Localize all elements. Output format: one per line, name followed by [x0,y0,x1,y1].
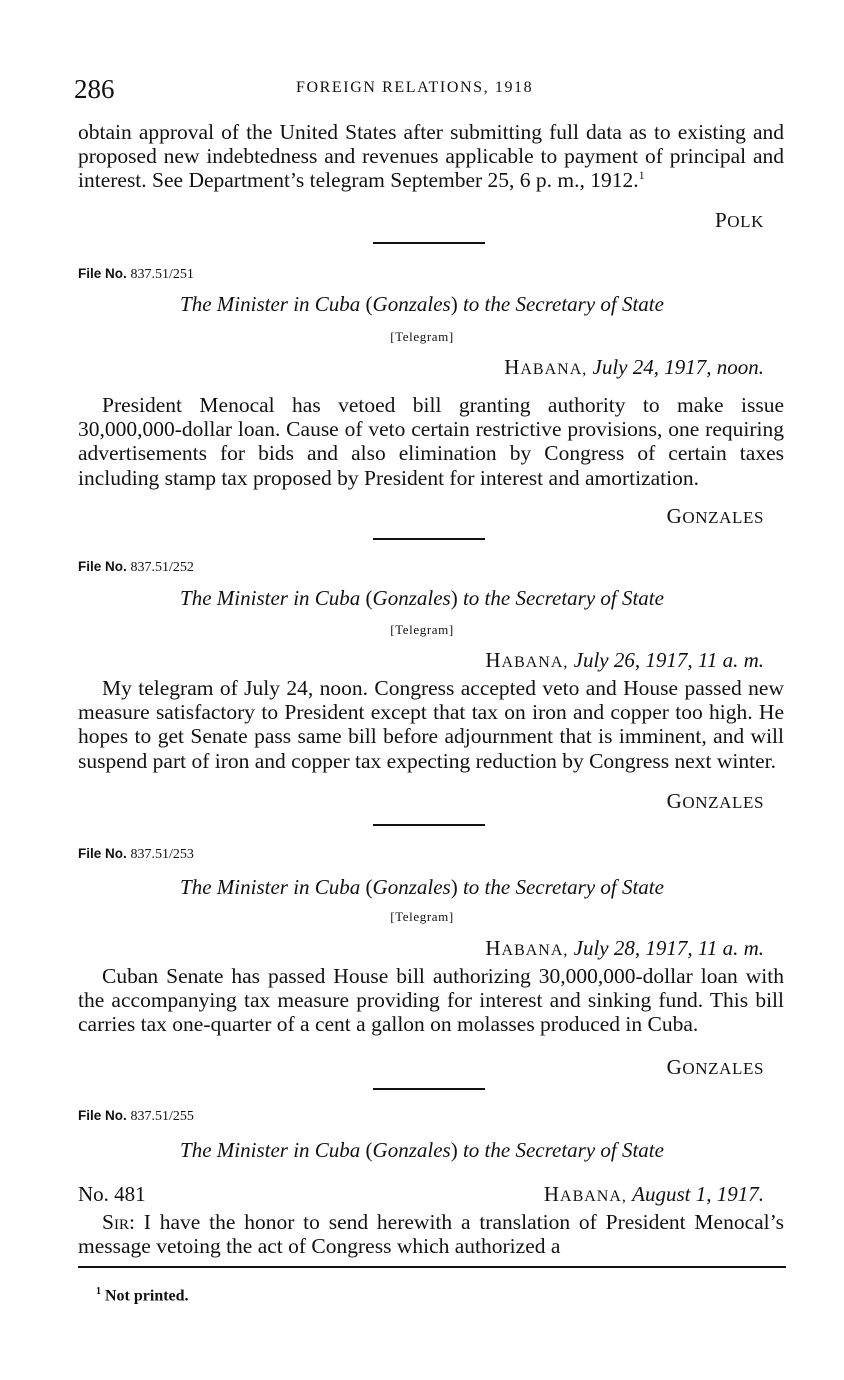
section-divider [373,242,485,244]
intro-paragraph [78,120,784,193]
file-number: File No. 837.51/251 [78,266,194,282]
telegram-label: [Telegram] [390,909,454,924]
salutation: Sir: [102,1210,135,1234]
dateline: HABANA, July 26, 1917, 11 a. m. [485,648,764,672]
signature-gonzales: GONZALES [666,789,764,813]
dateline: HABANA, July 24, 1917, noon. [504,355,764,379]
document-heading: The Minister in Cuba (Gonzales) to the Secretary of State [180,1138,664,1162]
document-body: Cuban Senate has passed House bill authorizing 30,000,000-dollar loan with the accompanying tax measure providing for interest and sinking fund. This bill carries tax one-quarter of a cent a gallon on molasses produced in Cuba. [78,964,784,1037]
section-divider [373,824,485,826]
page-number: 286 [74,74,115,104]
document-body: Sir: I have the honor to send herewith a translation of President Menocal’s message vetoing the act of Congress which authorized a [78,1210,784,1259]
document-heading: The Minister in Cuba (Gonzales) to the Secretary of State [180,875,664,899]
footnote [96,1282,189,1306]
document-number: No. 481 [78,1182,146,1206]
signature-gonzales: GONZALES [666,1055,764,1079]
footnote-marker: 1 [96,1286,101,1297]
dateline: HABANA, July 28, 1917, 11 a. m. [485,936,764,960]
signature-gonzales: GONZALES [666,504,764,528]
running-title: FOREIGN RELATIONS, 1918 [296,79,534,96]
document-body: President Menocal has vetoed bill granting authority to make issue 30,000,000-dollar loan. Cause of veto certain restrictive provisions, one requiring advertisements for bids and also elimination by Congress of certain taxes including stamp tax proposed by President for interest and amortization. [78,393,784,490]
dateline: HABANA, August 1, 1917. [543,1182,764,1206]
section-divider [373,1088,485,1090]
telegram-label: [Telegram] [390,329,454,344]
telegram-label: [Telegram] [390,622,454,637]
footnote-ref: 1 [638,168,645,183]
file-number: File No. 837.51/252 [78,559,194,575]
file-number: File No. 837.51/255 [78,1108,194,1124]
signature-polk: POLK [714,208,764,232]
document-body: My telegram of July 24, noon. Congress accepted veto and House passed new measure satisfactory to President except that tax on iron and copper too high. He hopes to get Senate pass same bill before adjournment that is imminent, and will suspend part of iron and copper tax expecting reduction by Congress next winter. [78,676,784,773]
intro-text: obtain approval of the United States after submitting full data as to existing and proposed new indebtedness and revenues applicable to payment of principal and interest. See Department’s telegram September 25, 6 p. m., 1912. [78,120,784,193]
section-divider [373,538,485,540]
document-heading: The Minister in Cuba (Gonzales) to the Secretary of State [180,292,664,316]
file-number: File No. 837.51/253 [78,846,194,862]
footnote-divider [78,1266,786,1268]
document-heading: The Minister in Cuba (Gonzales) to the Secretary of State [180,586,664,610]
footnote-text: Not printed. [105,1287,189,1305]
